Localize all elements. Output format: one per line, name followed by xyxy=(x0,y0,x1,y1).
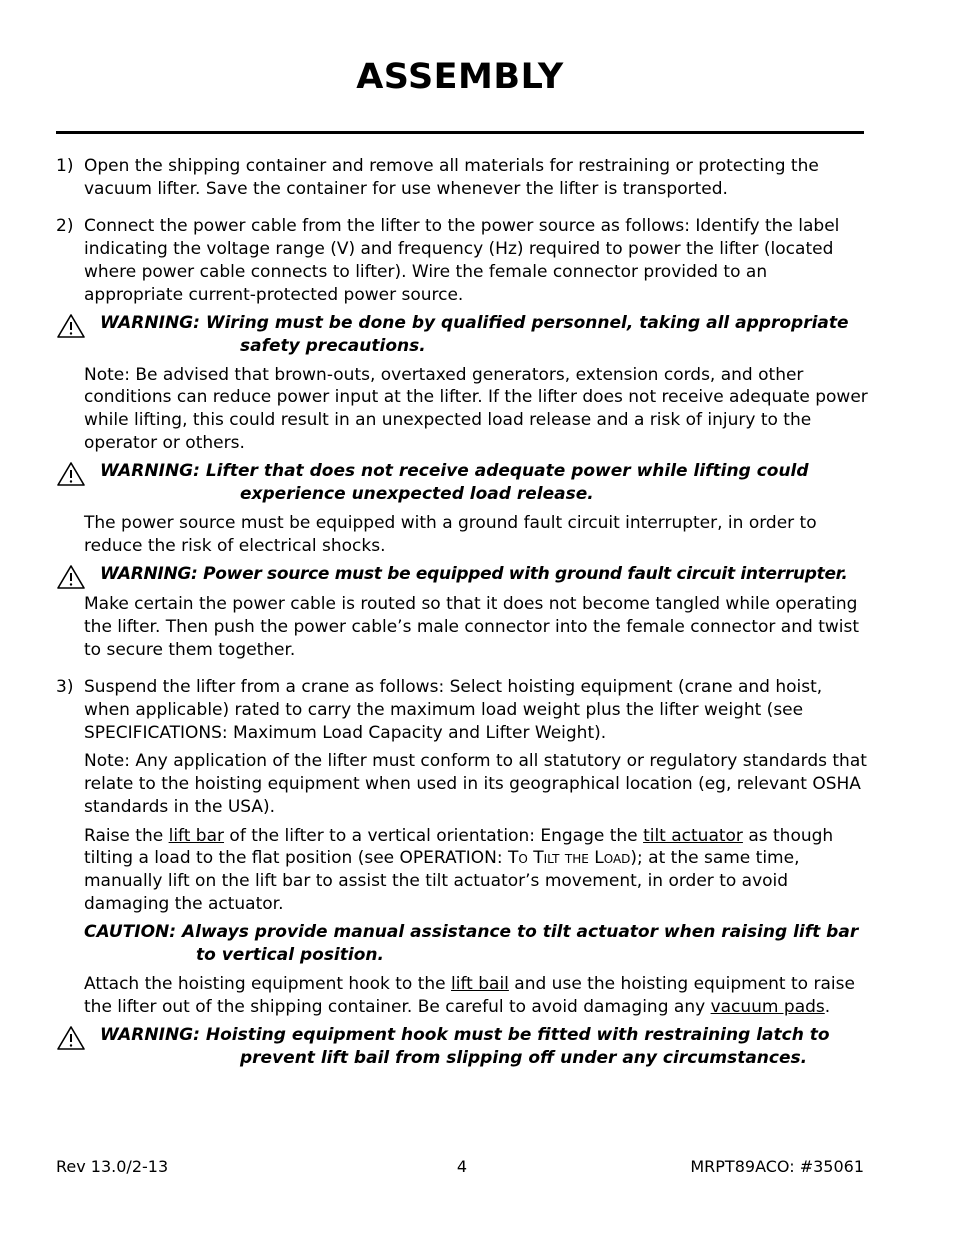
page-footer xyxy=(56,1157,864,1176)
gfci-text: The power source must be equipped with a ground fault circuit interrupter, in order to reduce the risk of electrical shocks. xyxy=(84,512,817,556)
warning-text-cont: safety precautions. xyxy=(240,335,426,356)
warning-text-cont: experience unexpected load release. xyxy=(240,484,594,505)
step-text: Open the shipping container and remove all materials for restraining or protecting the vacuum lifter. Save the container for use whenever the lifter is transported. xyxy=(84,156,819,199)
step-2 xyxy=(56,215,868,306)
step-number: 2) xyxy=(56,216,74,237)
step-3 xyxy=(56,676,868,744)
revision-label: Rev 13.0/2-13 xyxy=(56,1157,169,1176)
step-number: 3) xyxy=(56,677,74,698)
step-1 xyxy=(56,155,868,200)
lift-bar-term: lift bar xyxy=(168,825,225,846)
warning-triangle-icon xyxy=(56,1024,100,1069)
caution-text: CAUTION: Always provide manual assistance to tilt actuator when raising lift bar xyxy=(84,922,859,943)
warning-power xyxy=(56,460,868,505)
document-id: MRPT89ACO: #35061 xyxy=(690,1157,864,1176)
assembly-instructions xyxy=(56,155,868,1070)
lift-bail-term: lift bail xyxy=(451,973,509,994)
warning-gfci xyxy=(56,563,868,590)
hoisting-note: Note: Any application of the lifter must conform to all statutory or regulatory standards that relate to the hoisting equipment when used in its geographical location (eg, relevant OSHA standards in the USA). xyxy=(84,751,867,817)
vacuum-pads-term: vacuum pads xyxy=(710,996,825,1017)
warning-wiring xyxy=(56,312,868,357)
title-rule xyxy=(56,131,864,134)
warning-text-cont: prevent lift bail from slipping off under any circumstances. xyxy=(240,1047,808,1068)
attach-hook-text: Attach the hoisting equipment hook to the lift bail and use the hoisting equipment to raise the lifter out of the shipping container. Be careful to avoid damaging any vacuum pads. xyxy=(84,973,855,1017)
warning-triangle-icon xyxy=(56,460,100,505)
page-number: 4 xyxy=(456,1157,468,1176)
warning-text: WARNING: Hoisting equipment hook must be fitted with restraining latch to xyxy=(100,1025,830,1046)
warning-text: WARNING: Wiring must be done by qualified personnel, taking all appropriate xyxy=(100,313,849,334)
warning-hook-latch xyxy=(56,1024,868,1069)
power-note: Note: Be advised that brown-outs, overtaxed generators, extension cords, and other conditions can reduce power input at the lifter. If the lifter does not receive adequate power while lifting, this could result in an unexpected load release and a risk of injury to the operator or others. xyxy=(84,364,868,453)
caution-text-cont: to vertical position. xyxy=(196,945,384,966)
warning-text: WARNING: Lifter that does not receive adequate power while lifting could xyxy=(100,461,809,482)
step-number: 1) xyxy=(56,156,74,176)
warning-triangle-icon xyxy=(56,312,100,357)
operation-reference: To Tilt the Load xyxy=(507,848,631,869)
step-text: Suspend the lifter from a crane as follows: Select hoisting equipment (crane and hoist, when applicable) rated to carry the maximum load weight plus the lifter weight (see SPECIFICATIONS: Maximum Load Capacity and Lifter Weight). xyxy=(84,677,823,743)
tilt-actuator-term: tilt actuator xyxy=(643,825,743,846)
cable-routing-text: Make certain the power cable is routed so that it does not become tangled while operating the lifter. Then push the power cable’s male connector into the female connector and twist to secure them together. xyxy=(84,594,860,660)
page-title: ASSEMBLY xyxy=(356,57,564,97)
step-text: Connect the power cable from the lifter to the power source as follows: Identify the label indicating the voltage range (V) and frequency (Hz) required to power the lifter (located where power cable connects to lifter). Wire the female connector provided to an appropriate current-protected power source. xyxy=(84,216,840,305)
raise-lift-bar-text: Raise the lift bar of the lifter to a vertical orientation: Engage the tilt actuator as though tilting a load to the flat position (see OPERATION: To Tilt the Load); at the same time, manually lift on the lift bar to assist the tilt actuator’s movement, in order to avoid damaging the actuator. xyxy=(84,825,834,914)
caution-tilt-actuator xyxy=(56,921,868,966)
warning-triangle-icon xyxy=(56,563,100,590)
warning-text: WARNING: Power source must be equipped with ground fault circuit interrupter. xyxy=(100,564,848,585)
